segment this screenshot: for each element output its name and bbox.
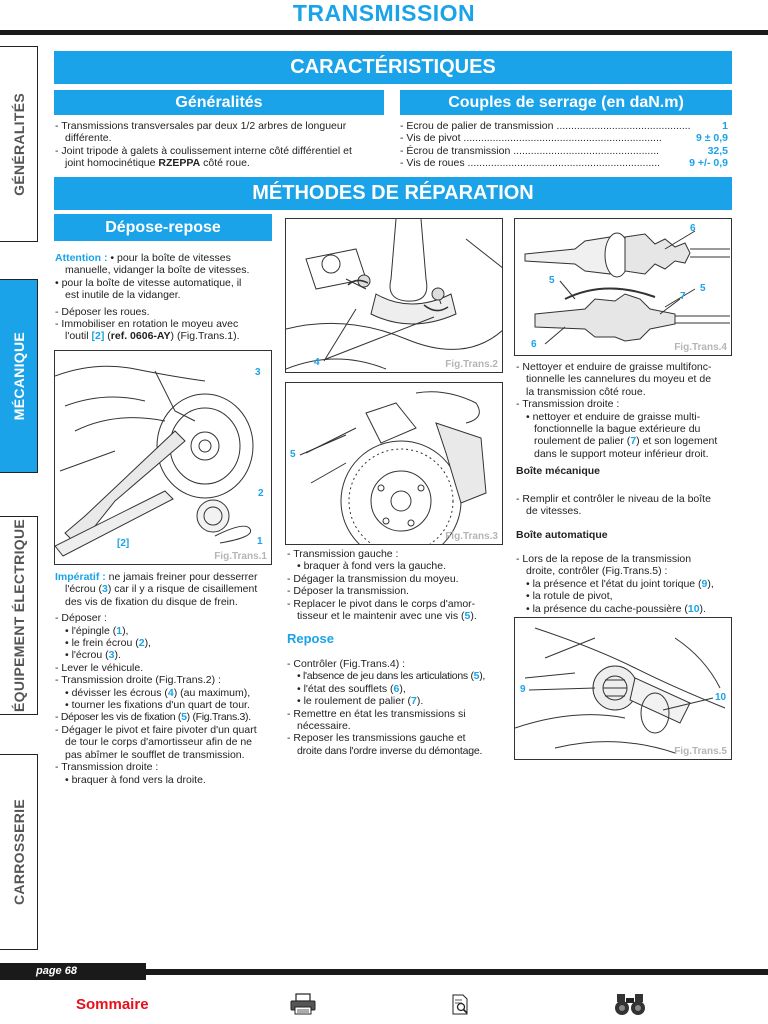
col1-body: Impératif : ne jamais freiner pour desserrer l'écrou (3) car il y a risque de cisaillement des vis de fixation du disque de frein. - Déposer : • l'épingle (1), • le frein écrou (2), • l'écrou (3). - Lever le véhicule. - Transmission droite (Fig.Trans.2) : • dévisser les écrous (4) (au maximum), • tourner les fixations d'un quart de tour. - Déposer les vis de fixation (5) (Fig.Trans.3). - Dégager le pivot et faire pivoter d'un quart de tour le corps d'amortisseur afin de ne pas abîmer le soufflet de transmission. - Transmission droite : • braquer à fond vers la droite. — [55, 571, 258, 786]
boite-automatique-title: Boîte automatique — [516, 529, 608, 541]
suspension-mount-illustration — [286, 219, 503, 373]
tab-generalites[interactable] — [0, 46, 38, 242]
fig-trans-4-caption: Fig.Trans.4 — [674, 342, 727, 353]
repose-title: Repose — [287, 631, 334, 646]
callout-9: 9 — [520, 684, 526, 695]
tab-mecanique[interactable] — [0, 279, 38, 473]
callout-6: 6 — [531, 339, 537, 350]
couple-row: - Vis de pivot .................................................................... 9 ± 0,9 — [400, 132, 728, 145]
tab-carrosserie-label: CARROSSERIE — [10, 799, 27, 905]
callout-10: 10 — [715, 692, 727, 703]
figure-trans-3 — [285, 382, 503, 545]
tab-equipement-label: ÉQUIPEMENT ÉLECTRIQUE — [10, 519, 27, 712]
section-methodes-title: MÉTHODES DE RÉPARATION — [54, 177, 732, 210]
automatic-gearbox-illustration — [515, 618, 732, 760]
col1-attention: Attention : • pour la boîte de vitesses manuelle, vidanger la boîte de vitesses. • pour la boîte de vitesse automatique, il est inutile de la vidanger. - Déposer les roues. - Immobiliser en rotation le moyeu avec l'outil [2] (ref. 0606-AY) (Fig.Trans.1). — [55, 252, 250, 343]
col2-repose: - Contrôler (Fig.Trans.4) : • l'absence de jeu dans les articulations (5), • l'état des soufflets (6), • le roulement de palier (7). - Remettre en état les transmissions si nécessaire. - Reposer les transmissions gauche et droite dans l'ordre inverse du démontage. — [287, 658, 486, 757]
tab-carrosserie[interactable] — [0, 754, 38, 950]
callout-tool-2: [2] — [117, 538, 130, 549]
sommaire-link[interactable]: Sommaire — [76, 996, 149, 1013]
search-document-icon[interactable] — [450, 994, 472, 1016]
callout-5: 5 — [549, 275, 555, 286]
callout-1: 1 — [257, 536, 263, 547]
couples-title: Couples de serrage (en daN.m) — [400, 90, 732, 115]
hub-tool-illustration — [55, 351, 272, 565]
tab-equipement-electrique[interactable] — [0, 516, 38, 715]
callout-7: 7 — [680, 291, 686, 302]
generalites-title: Généralités — [54, 90, 384, 115]
brake-disc-illustration — [286, 383, 503, 545]
callout-5: 5 — [700, 283, 706, 294]
page-title: TRANSMISSION — [292, 0, 476, 26]
boite-automatique-text: - Lors de la repose de la transmission droite, contrôler (Fig.Trans.5) : • la présence et l'état du joint torique (9), • la rotule de pivot, • la présence du cache-poussière (10). — [516, 553, 714, 615]
callout-4: 4 — [314, 357, 320, 368]
callout-6: 6 — [690, 223, 696, 234]
col2-body: - Transmission gauche : • braquer à fond vers la gauche. - Dégager la transmission du moyeu. - Déposer la transmission. - Replacer le pivot dans le corps d'amor- tisseur et le maintenir avec une vis (5). — [287, 548, 477, 623]
figure-trans-1 — [54, 350, 272, 565]
couple-row: - Ecrou de palier de transmission .............................................. 1 — [400, 120, 728, 132]
header-rule — [0, 30, 768, 35]
figure-trans-5 — [514, 617, 732, 760]
col3-body: - Nettoyer et enduire de graisse multifonc- tionnelle les cannelures du moyeu et de la transmission côté roue. - Transmission droite : • nettoyer et enduire de graisse multi- fonctionnelle la bague extérieure du roulement de palier (7) et son logement dans le support moteur inférieur droit. — [516, 361, 718, 460]
binoculars-icon[interactable] — [614, 992, 646, 1016]
depose-repose-title: Dépose-repose — [54, 214, 272, 241]
page-number: page 68 — [36, 965, 77, 977]
callout-5: 5 — [290, 449, 296, 460]
figure-trans-4 — [514, 218, 732, 356]
tab-mecanique-label: MÉCANIQUE — [10, 331, 27, 421]
generalites-text: - Transmissions transversales par deux 1/2 arbres de longueur différente. - Joint tripode à galets à coulissement interne côté différentiel et joint homocinétique RZEPPA côté roue. — [55, 120, 352, 170]
couples-list — [400, 120, 728, 170]
section-caracteristiques-title: CARACTÉRISTIQUES — [54, 51, 732, 84]
fig-trans-2-caption: Fig.Trans.2 — [445, 359, 498, 370]
figure-trans-2 — [285, 218, 503, 373]
fig-trans-3-caption: Fig.Trans.3 — [445, 531, 498, 542]
printer-icon[interactable] — [289, 992, 317, 1016]
couple-row: - Écrou de transmission .................................................. 32,5 — [400, 144, 728, 157]
boite-mecanique-title: Boîte mécanique — [516, 465, 601, 477]
fig-trans-1-caption: Fig.Trans.1 — [214, 551, 267, 562]
boite-mecanique-text: - Remplir et contrôler le niveau de la boîte de vitesses. — [516, 493, 711, 518]
callout-2: 2 — [258, 488, 264, 499]
callout-3: 3 — [255, 367, 261, 378]
fig-trans-5-caption: Fig.Trans.5 — [674, 746, 727, 757]
tab-generalites-label: GÉNÉRALITÉS — [10, 92, 27, 196]
couple-row: - Vis de roues .................................................................. 9 +/- 0,9 — [400, 157, 728, 170]
